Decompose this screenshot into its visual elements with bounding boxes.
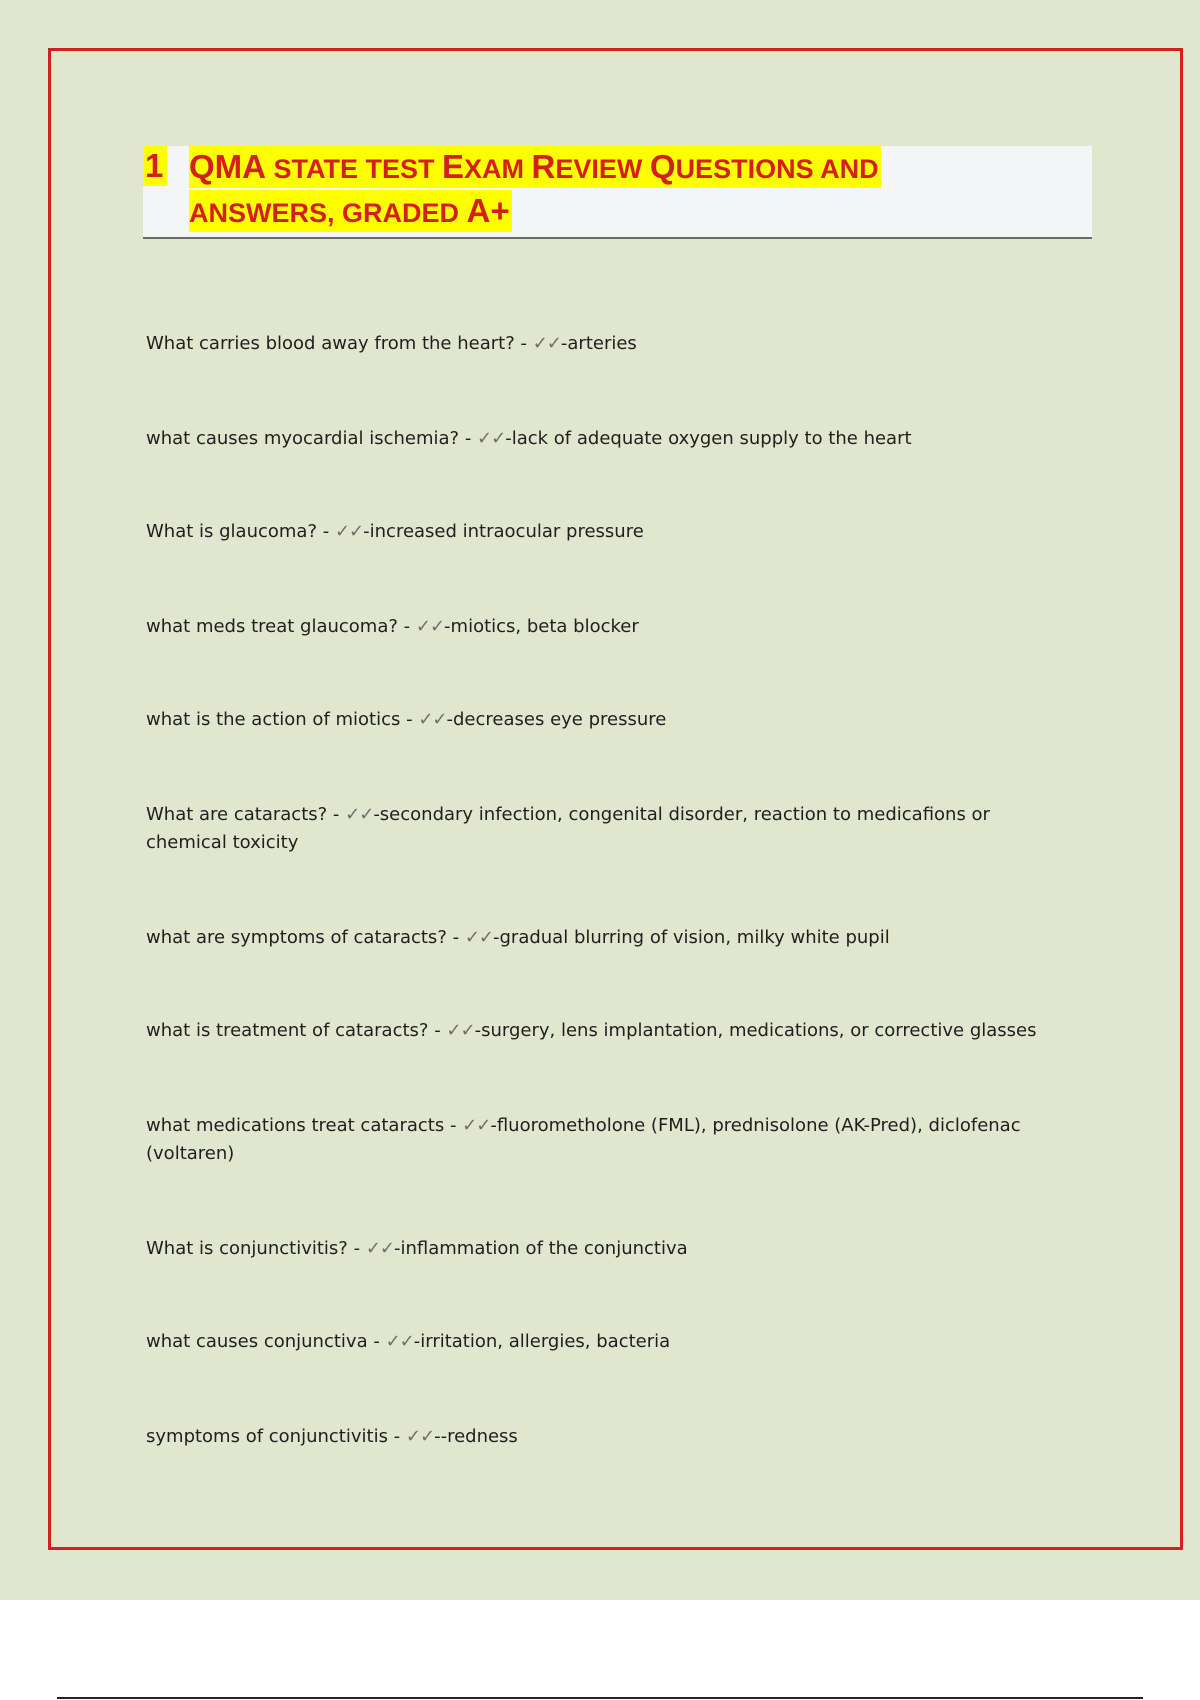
answer-text: -secondary infection, congenital disorder, reaction to medicafions or chemical toxicity bbox=[146, 804, 990, 853]
question-text: what meds treat glaucoma? bbox=[146, 616, 398, 637]
qa-item bbox=[146, 330, 1066, 358]
double-check-icon: ✓✓ bbox=[464, 927, 493, 948]
question-text: What is glaucoma? bbox=[146, 521, 318, 542]
answer-text: --redness bbox=[434, 1426, 518, 1447]
title-part: XAM bbox=[464, 154, 532, 184]
qa-item bbox=[146, 1112, 1066, 1168]
title-part: A+ bbox=[466, 192, 510, 229]
double-check-icon: ✓✓ bbox=[405, 1426, 435, 1447]
page-title-line-2 bbox=[189, 190, 512, 232]
separator: - bbox=[514, 333, 533, 354]
answer-text: -decreases eye pressure bbox=[446, 709, 667, 730]
separator: - bbox=[387, 1426, 406, 1447]
question-text: what are symptoms of cataracts? bbox=[146, 927, 447, 948]
heading-number: 1 bbox=[143, 146, 167, 186]
question-text: What carries blood away from the heart? bbox=[146, 333, 515, 354]
separator: - bbox=[428, 1020, 447, 1041]
separator: - bbox=[367, 1331, 386, 1352]
qa-item bbox=[146, 518, 1066, 546]
page-title-line-1 bbox=[189, 146, 881, 188]
question-text: what medications treat cataracts bbox=[146, 1115, 445, 1136]
title-part: QMA bbox=[189, 148, 266, 185]
qa-item bbox=[146, 1017, 1066, 1045]
question-text: What are cataracts? bbox=[146, 804, 328, 825]
double-check-icon: ✓✓ bbox=[446, 1020, 475, 1041]
answer-text: -irritation, allergies, bacteria bbox=[413, 1331, 671, 1352]
title-part: UESTIONS AND bbox=[675, 154, 879, 184]
qa-item bbox=[146, 924, 1066, 952]
answer-text: -surgery, lens implantation, medications, or corrective glasses bbox=[474, 1020, 1037, 1041]
page-border bbox=[48, 48, 1183, 1550]
separator: - bbox=[444, 1115, 463, 1136]
double-check-icon: ✓✓ bbox=[334, 521, 364, 542]
double-check-icon: ✓✓ bbox=[415, 616, 445, 637]
answer-text: -miotics, beta blocker bbox=[444, 616, 639, 637]
qa-item bbox=[146, 1423, 1066, 1451]
title-part: Q bbox=[649, 148, 676, 185]
double-check-icon: ✓✓ bbox=[385, 1331, 414, 1352]
footer-divider bbox=[57, 1697, 1143, 1699]
qa-item bbox=[146, 613, 1066, 641]
answer-text: -arteries bbox=[560, 333, 637, 354]
qa-item bbox=[146, 1328, 1066, 1356]
double-check-icon: ✓✓ bbox=[477, 428, 506, 449]
separator: - bbox=[327, 804, 346, 825]
title-part: EVIEW bbox=[555, 154, 650, 184]
question-text: what causes myocardial ischemia? bbox=[146, 428, 460, 449]
separator: - bbox=[397, 616, 416, 637]
answer-text: -lack of adequate oxygen supply to the heart bbox=[505, 428, 912, 449]
separator: - bbox=[459, 428, 478, 449]
qa-item bbox=[146, 425, 1066, 453]
separator: - bbox=[347, 1238, 366, 1259]
question-text: What is conjunctivitis? bbox=[146, 1238, 348, 1259]
title-part: ANSWERS, GRADED bbox=[189, 198, 467, 228]
title-part: STATE TEST bbox=[266, 154, 443, 184]
double-check-icon: ✓✓ bbox=[365, 1238, 394, 1259]
question-text: symptoms of conjunctivitis bbox=[146, 1426, 388, 1447]
answer-text: -gradual blurring of vision, milky white pupil bbox=[493, 927, 890, 948]
double-check-icon: ✓✓ bbox=[462, 1115, 491, 1136]
double-check-icon: ✓✓ bbox=[418, 709, 447, 730]
qa-item bbox=[146, 1235, 1066, 1263]
separator: - bbox=[317, 521, 335, 542]
separator: - bbox=[446, 927, 465, 948]
answer-text: -increased intraocular pressure bbox=[363, 521, 644, 542]
qa-item bbox=[146, 706, 1066, 734]
double-check-icon: ✓✓ bbox=[345, 804, 374, 825]
question-text: what is the action of miotics bbox=[146, 709, 401, 730]
qa-item bbox=[146, 801, 1066, 857]
question-text: what is treatment of cataracts? bbox=[146, 1020, 429, 1041]
answer-text: -fluorometholone (FML), prednisolone (AK-Pred), diclofenac (voltaren) bbox=[146, 1115, 1021, 1164]
separator: - bbox=[400, 709, 419, 730]
title-part: E bbox=[442, 148, 465, 185]
double-check-icon: ✓✓ bbox=[532, 333, 561, 354]
question-text: what causes conjunctiva bbox=[146, 1331, 368, 1352]
title-part: R bbox=[531, 148, 556, 185]
answer-text: -inflammation of the conjunctiva bbox=[393, 1238, 688, 1259]
